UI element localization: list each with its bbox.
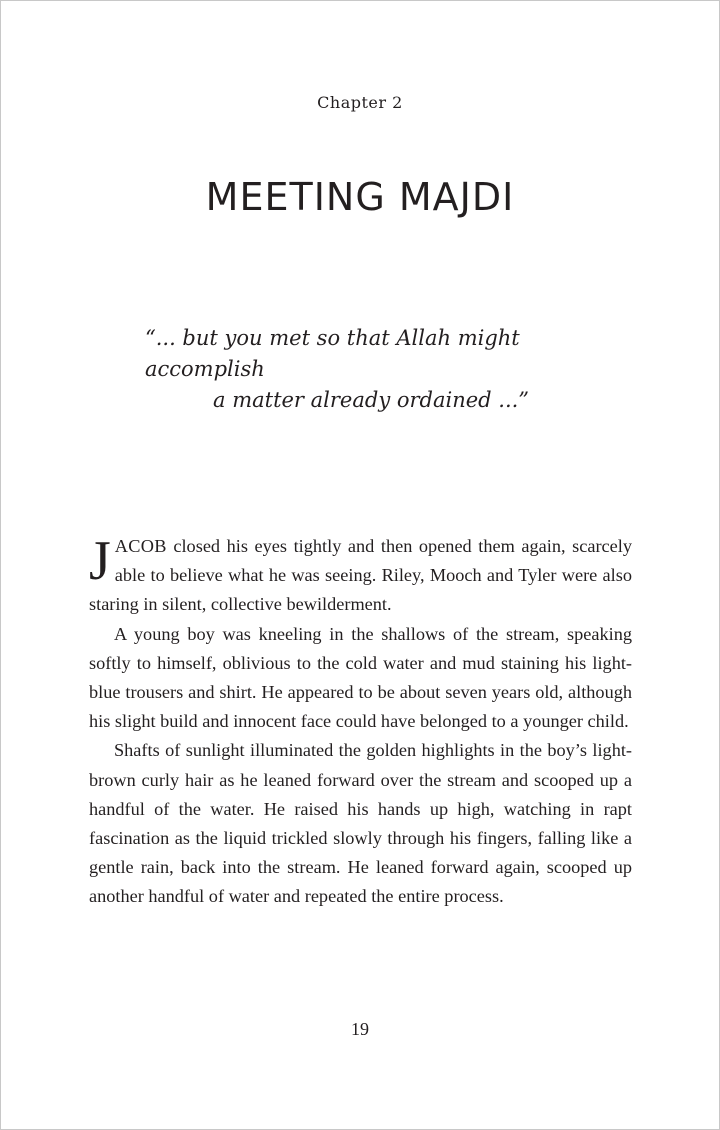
paragraph-2: A young boy was kneeling in the shallows of the stream, speaking softly to himself, oblivious to the cold water and mud staining his light-blue trousers and shirt. He appeared to be about seven years old, although his slight build and innocent face could have belonged to a younger child. [89,623,632,732]
drop-cap: J [89,530,111,592]
epigraph [101,323,641,416]
page-number: 19 [351,1019,369,1039]
paragraph-1-text: closed his eyes tightly and then opened them again, scarcely able to believe what he was seeing. Riley, Mooch and Tyler were also staring in silent, collective bewilderment. [89,536,632,615]
chapter-label: Chapter 2 [317,93,403,112]
chapter-title: MEETING MAJDI [205,175,515,219]
paragraph-3: Shafts of sunlight illuminated the golden highlights in the boy’s light-brown curly hair as he leaned forward over the stream and scooped up a handful of the water. He raised his hands up high, watching in rapt fascination as the liquid trickled slowly through his fingers, falling like a gentle rain, back into the stream. He leaned forward again, scooped up another handful of water and repeated the entire process. [89,740,632,907]
first-word-small-caps: ACOB [114,536,167,556]
paragraph-1 [89,532,632,620]
epigraph-line-1: “... but you met so that Allah might accomplish [145,326,520,381]
chapter-body [89,532,632,912]
epigraph-line-2: a matter already ordained ...” [213,388,530,412]
